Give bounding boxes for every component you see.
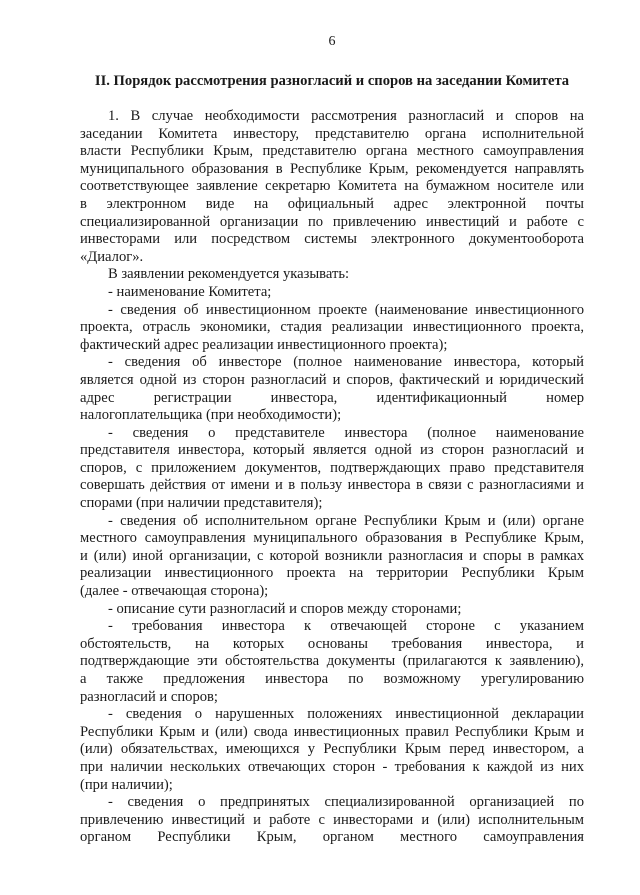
section-title: II. Порядок рассмотрения разногласий и споров на заседании Комитета	[94, 73, 570, 89]
text-line: в электронном виде на официальный адрес электронной почты	[80, 195, 584, 212]
text-line: - сведения о нарушенных положениях инвестиционной декларации	[108, 706, 584, 723]
paragraph-violated-provisions	[80, 706, 584, 794]
paragraph-item-1	[80, 108, 584, 266]
text-line: - сведения о представителе инвестора (полное наименование	[108, 424, 584, 441]
text-line: реализации инвестиционного проекта на территории Республики Крым	[80, 565, 584, 582]
text-line: спорами (при наличии представителя);	[80, 495, 323, 512]
page-number: 6	[328, 34, 336, 49]
text-line: (или) обязательствах, имеющихся у Республики Крым перед инвестором, а	[80, 741, 584, 758]
text-line: «Диалог».	[80, 248, 144, 265]
paragraph-dispute-description	[80, 601, 584, 619]
text-line: Республики Крым и (или) свода инвестиционных правил Республики Крым и	[80, 723, 584, 740]
text-line: - наименование Комитета;	[108, 283, 272, 300]
paragraph-intro	[80, 266, 584, 284]
text-line: является одной из сторон разногласий и споров, фактический и юридический	[80, 371, 584, 388]
paragraph-representative-info	[80, 425, 584, 513]
text-line: а также предложения инвестора по возможному урегулированию	[80, 671, 584, 687]
text-line: адрес регистрации инвестора, идентификационный номер	[80, 389, 584, 406]
paragraph-measures-taken	[80, 794, 584, 847]
paragraph-investor-info	[80, 354, 584, 424]
text-line: - сведения о предпринятых специализированной организацией по	[108, 794, 584, 811]
text-line: споров, с приложением документов, подтверждающих право представителя	[80, 459, 584, 476]
paragraph-committee-name	[80, 284, 584, 302]
text-line: В заявлении рекомендуется указывать:	[108, 266, 350, 283]
text-line: 1. В случае необходимости рассмотрения разногласий и споров на	[108, 108, 584, 124]
text-line: проекта, отрасль экономики, стадия реализации инвестиционного проекта,	[80, 319, 584, 336]
text-line: - сведения об инвестиционном проекте (наименование инвестиционного	[108, 301, 584, 318]
text-line: специализированной организации по привлечению инвестиций и работе с	[80, 213, 584, 230]
text-line: - сведения об инвесторе (полное наименование инвестора, который	[108, 354, 584, 371]
paragraph-executive-body-info	[80, 513, 584, 601]
text-line: заседании Комитета инвестору, представителю органа исполнительной	[80, 125, 584, 142]
text-line: налогоплательщика (при необходимости);	[80, 407, 342, 424]
text-line: муниципального образования в Республике Крым, рекомендуется направлять	[80, 160, 584, 177]
text-line: фактический адрес реализации инвестиционного проекта);	[80, 336, 448, 353]
text-line: органом Республики Крым, органом местного самоуправления	[80, 829, 584, 846]
paragraph-investor-demands	[80, 618, 584, 706]
text-line: совершать действия от имени и в пользу инвестора в связи с разногласиями и	[80, 477, 584, 494]
text-line: инвесторами или посредством системы электронного документооборота	[80, 231, 584, 248]
text-line: подтверждающие эти обстоятельства документы (прилагаются к заявлению),	[80, 653, 584, 670]
text-line: - описание сути разногласий и споров между сторонами;	[108, 600, 462, 617]
text-line: привлечению инвестиций и работе с инвесторами и (или) исполнительным	[80, 811, 584, 828]
text-line: представителя инвестора, который является одной из сторон разногласий и	[80, 442, 584, 459]
text-line: - сведения об исполнительном органе Республики Крым и (или) органе	[108, 512, 584, 529]
text-line: соответствующее заявление секретарю Комитета на бумажном носителе или	[80, 178, 584, 195]
text-line: разногласий и споров;	[80, 688, 218, 705]
text-line: местного самоуправления муниципального образования в Республике Крым,	[80, 530, 584, 547]
text-line: при наличии нескольких отвечающих сторон - требования к каждой из них	[80, 758, 584, 775]
paragraph-project-info	[80, 302, 584, 355]
text-line: (далее - отвечающая сторона);	[80, 583, 269, 600]
text-line: (при наличии);	[80, 776, 173, 793]
text-line: и (или) иной организации, с которой возникли разногласия и споры в рамках	[80, 547, 584, 564]
text-line: власти Республики Крым, представителю органа местного самоуправления	[80, 143, 584, 160]
text-line: - требования инвестора к отвечающей стороне с указанием	[108, 618, 584, 635]
text-line: обстоятельств, на которых основаны требования инвестора, и	[80, 635, 584, 652]
